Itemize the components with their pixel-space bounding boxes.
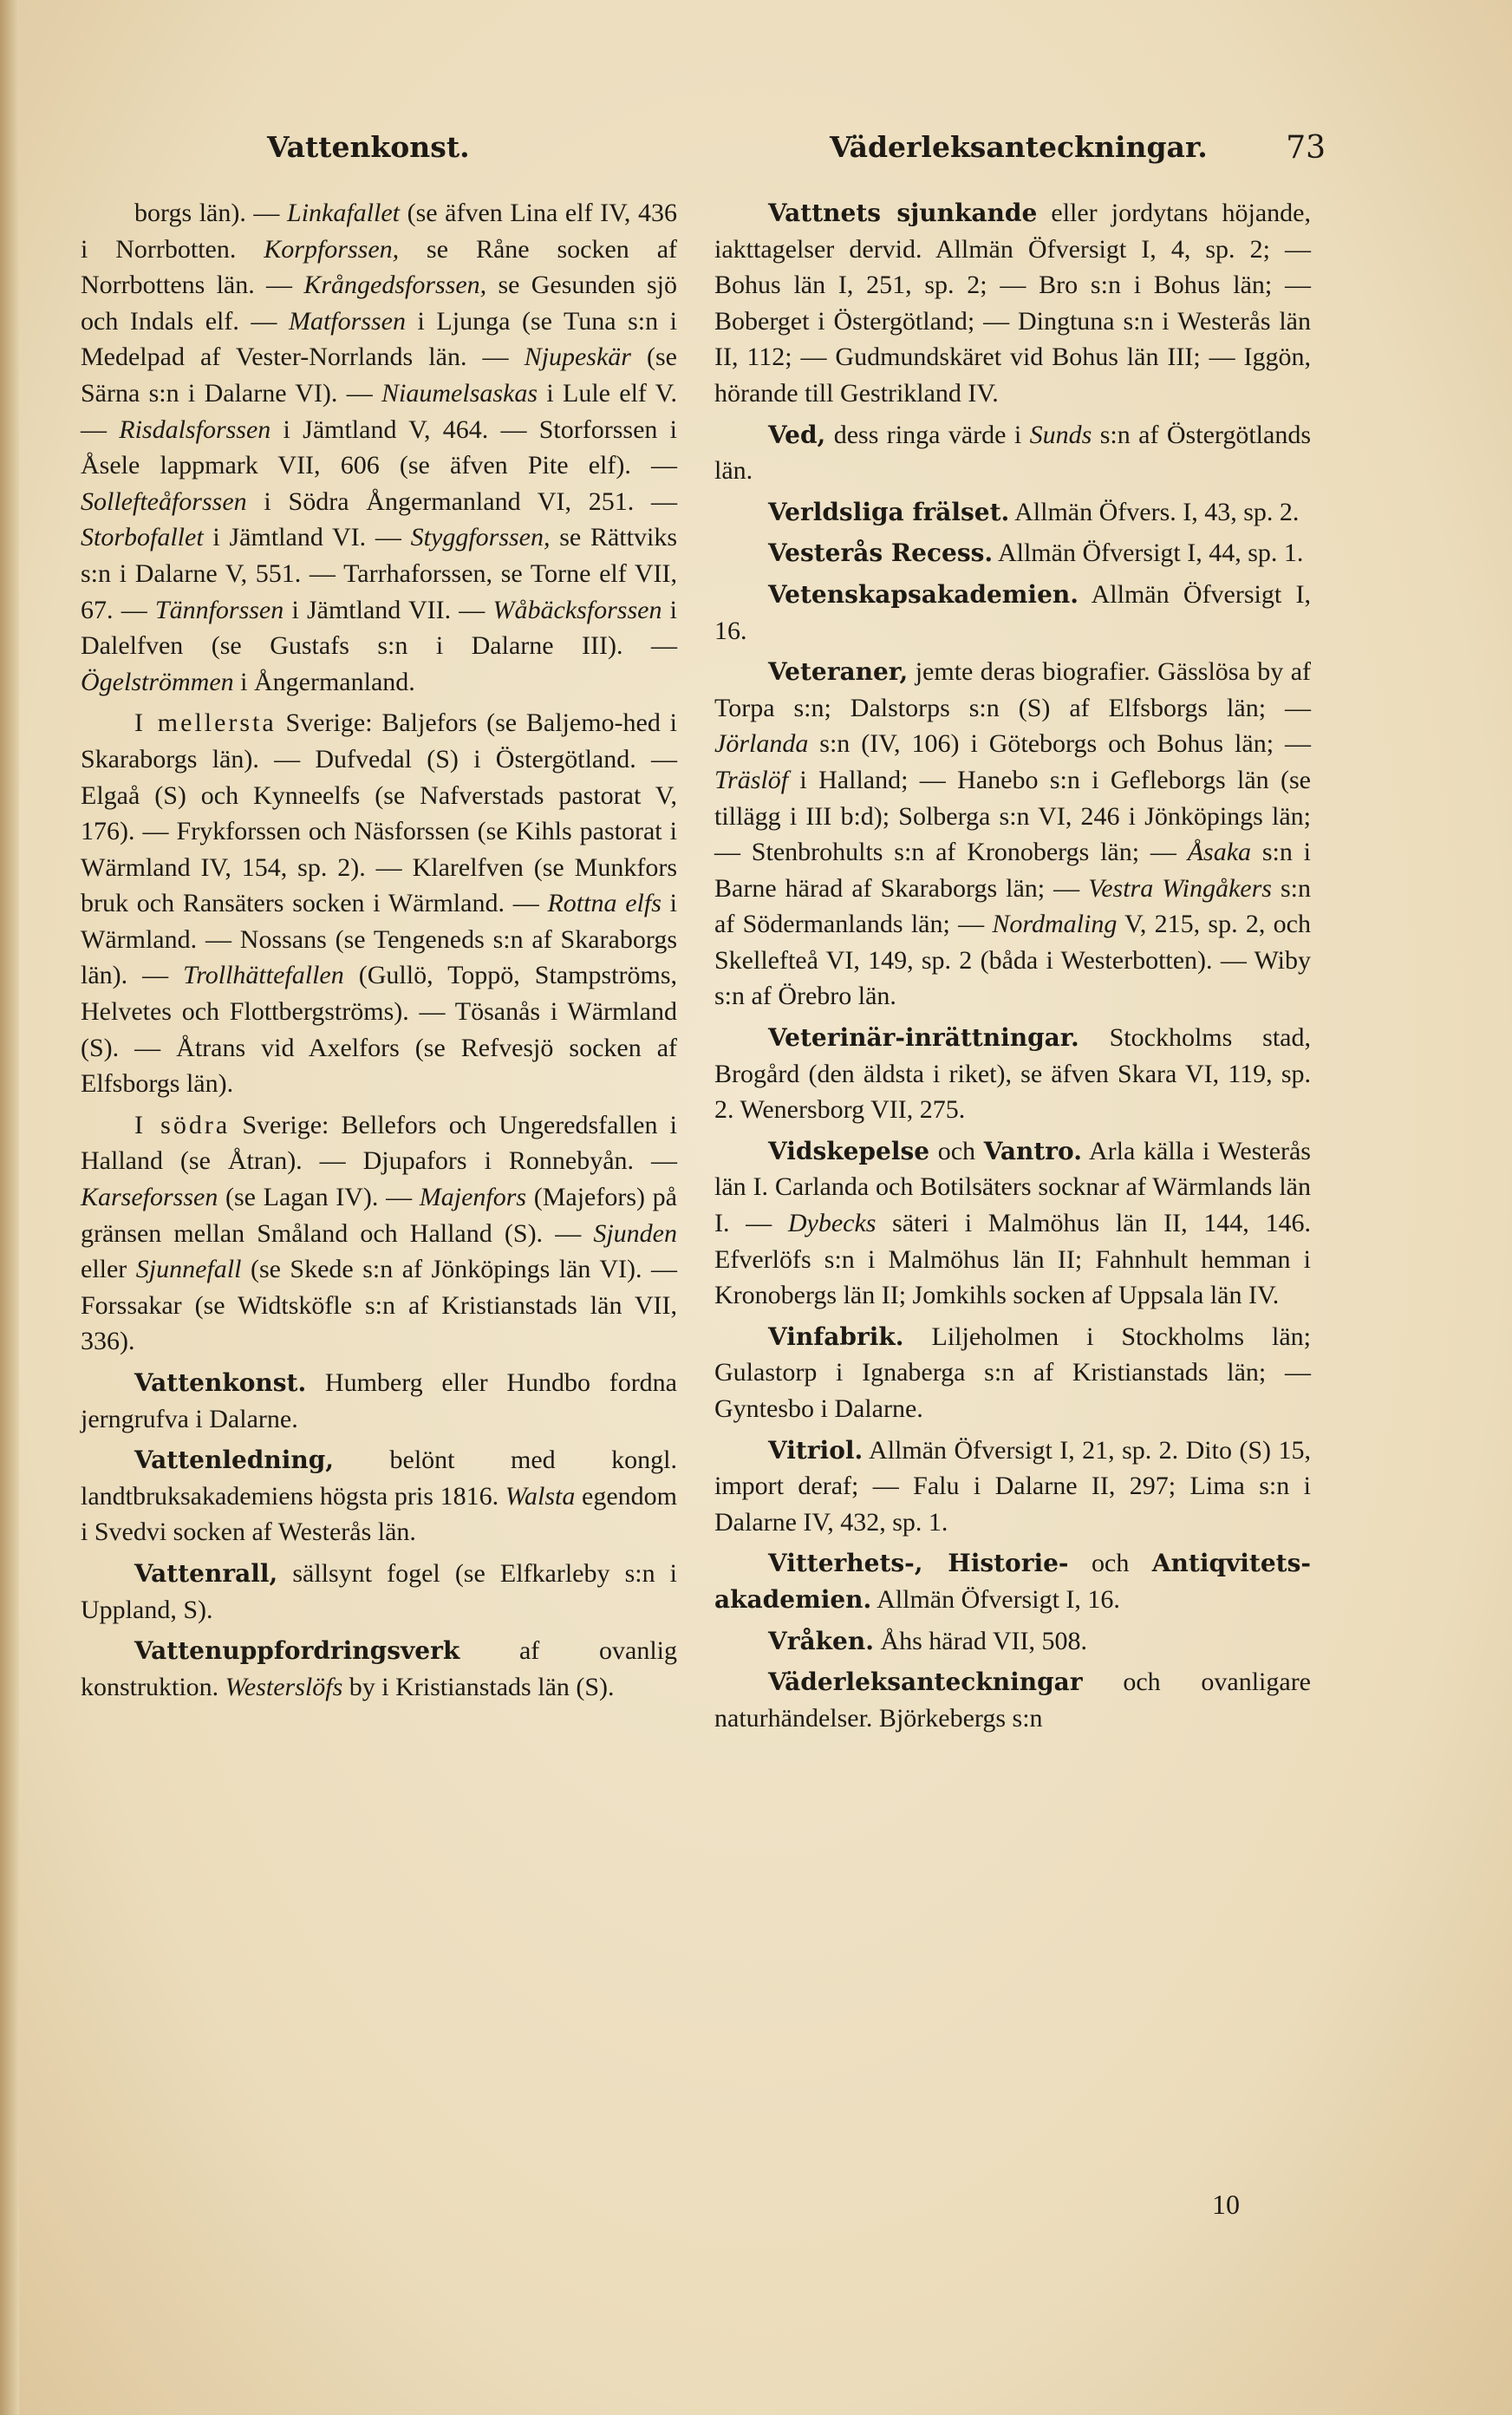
entry-headword: Vattenuppfordringsverk [134, 1636, 460, 1666]
entry-text: s:n af Södermanlands län; — [714, 873, 1311, 939]
entry-text: och [1068, 1549, 1152, 1578]
entry-paragraph [714, 654, 1311, 1015]
italic-place-name: Tännforssen [154, 595, 284, 624]
entry-text: i Jämtland VII. — [284, 595, 493, 624]
italic-place-name: Ögelströmmen [81, 667, 234, 696]
entry-paragraph [81, 1633, 677, 1705]
entry-text: (Majefors) på gränsen mellan Småland och Halland (S). — [81, 1183, 677, 1248]
italic-place-name: Risdalsforssen [119, 414, 271, 444]
italic-place-name: Sjunnefall [135, 1255, 242, 1284]
entry-headword: Väderleksanteckningar [768, 1668, 1083, 1697]
entry-text: (se Särna s:n i Dalarne VI). — [81, 343, 677, 408]
entry-text: (se Skede s:n af Jönköpings län VI). — Forssakar (se Widtsköfle s:n af Kristianstads län VII, 336). [81, 1255, 677, 1356]
entry-text: i Jämtland V, 464. — Storforssen i Åsele lappmark VII, 606 (se äfven Pite elf). — [81, 414, 677, 480]
entry-text: eller [81, 1255, 136, 1284]
entry-text: dess ringa värde i [825, 420, 1030, 449]
entry-paragraph [81, 195, 677, 700]
italic-place-name: Rottna elfs [547, 889, 662, 918]
italic-place-name: Trollhättefallen [183, 961, 344, 990]
printer-signature-mark: 10 [1212, 2189, 1240, 2220]
entry-headword: Vantro. [983, 1136, 1082, 1165]
entry-text: se Rättviks s:n i Dalarne V, 551. — Tarrhaforssen, se Torne elf VII, 67. — [81, 523, 677, 624]
entry-paragraph [81, 1107, 677, 1360]
entry-headword: Vinfabrik. [768, 1322, 904, 1351]
italic-place-name: Storbofallet [81, 523, 204, 552]
entry-paragraph [81, 705, 677, 1102]
entry-text: i Wärmland. — Nossans (se Tengeneds s:n af Skaraborgs län). — [81, 889, 677, 990]
italic-place-name: Korpforssen, [264, 234, 400, 264]
entry-text: Arla källa i Westerås län I. Carlanda och Botilsäters socknar af Wärmlands län I. — [714, 1136, 1311, 1238]
left-text-column [81, 195, 677, 1705]
italic-place-name: Walsta [505, 1481, 576, 1511]
entry-paragraph [714, 1020, 1311, 1128]
entry-text: belönt med kongl. landtbruksakademiens högsta pris 1816. [81, 1446, 677, 1511]
entry-paragraph [714, 1664, 1311, 1736]
entry-text: säteri i Malmöhus län II, 144, 146. Efverlöfs s:n i Malmöhus län II; Fahnhult hemman i Kronobergs län II; Jomkihls socken af Uppsala län IV. [714, 1209, 1311, 1310]
entry-text: s:n i Barne härad af Skaraborgs län; — [714, 838, 1311, 903]
entry-text: i Södra Ångermanland VI, 251. — [246, 486, 677, 516]
entry-text: i Dalelfven (se Gustafs s:n i Dalarne III). — [81, 595, 677, 661]
entry-paragraph [714, 417, 1311, 489]
entry-headword: Vesterås Recess. [768, 538, 994, 568]
entry-headword: Verldsliga frälset. [768, 497, 1010, 526]
entry-text: se Gesunden sjö och Indals elf. — [81, 271, 677, 336]
entry-text: och ovanligare naturhändelser. Björkebergs s:n [714, 1668, 1311, 1733]
right-text-column [714, 195, 1311, 1736]
entry-headword: Vitterhets-, Historie- [768, 1549, 1069, 1578]
entry-paragraph [714, 1433, 1311, 1541]
entry-paragraph [714, 494, 1311, 531]
entry-headword: Vattenledning, [134, 1446, 335, 1475]
italic-place-name: Krångedsforssen, [303, 271, 487, 300]
italic-place-name: Matforssen [288, 306, 406, 336]
entry-text: se Råne socken af Norrbottens län. — [81, 234, 677, 300]
entry-text: egendom i Svedvi socken af Westerås län. [81, 1481, 677, 1547]
italic-place-name: Wåbäcksforssen [492, 595, 662, 624]
entry-text: jemte deras biografier. Gässlösa by af Torpa s:n; Dalstorps s:n (S) af Elfsborgs län; — [714, 657, 1311, 722]
italic-place-name: Nordmaling [992, 910, 1118, 939]
entry-text: Allmän Öfversigt I, 16. [871, 1584, 1120, 1614]
entry-paragraph [714, 535, 1311, 571]
page-number: 73 [1286, 130, 1326, 166]
entry-paragraph [714, 1545, 1311, 1617]
italic-place-name: Sjunden [593, 1218, 677, 1248]
italic-place-name: Karseforssen [81, 1183, 218, 1212]
entry-headword: Veteraner, [768, 657, 909, 687]
italic-place-name: Sollefteåforssen [81, 486, 247, 516]
entry-text: i Ångermanland. [233, 667, 415, 696]
entry-text: s:n (IV, 106) i Göteborgs och Bohus län; — [808, 729, 1311, 759]
entry-paragraph [714, 1623, 1311, 1660]
entry-headword: Veterinär-inrättningar. [768, 1023, 1079, 1053]
entry-text: i Jämtland VI. — [203, 523, 411, 552]
entry-headword: Vidskepelse [768, 1136, 930, 1165]
entry-text: (Gullö, Toppö, Stampströms, Helvetes och Flottbergströms). — Tösanås i Wärmland (S). — Åtrans vid Axelfors (se Refvesjö socken af Elfsborgs län). [81, 961, 677, 1099]
entry-text: Sverige: Baljefors (se Baljemo-hed i Skaraborgs län). — Dufvedal (S) i Östergötland. — Elgaå (S) och Kynneelfs (se Nafverstads pastorat V, 176). — Frykforssen och Näsforssen (se Kihls pastorat i Wärmland IV, 154, sp. 2). — Klarelfven (se Munkfors bruk och Ransäters socken i Wärmland. — [81, 708, 677, 918]
entry-text: sällsynt fogel (se Elfkarleby s:n i Uppland, S). [81, 1558, 677, 1624]
italic-place-name: Jörlanda [714, 729, 809, 759]
entry-headword: Vråken. [768, 1626, 874, 1655]
entry-text: Allmän Öfversigt I, 21, sp. 2. Dito (S) 15, import deraf; — Falu i Dalarne II, 297; Lima s:n i Dalarne IV, 432, sp. 1. [714, 1435, 1311, 1537]
entry-text: Humberg eller Hundbo fordna jerngrufva i Dalarne. [81, 1368, 677, 1433]
entry-headword: Vattenrall, [134, 1558, 278, 1588]
entry-headword: Ved, [768, 420, 826, 449]
entry-text: I mellersta [134, 708, 277, 738]
italic-place-name: Njupeskär [524, 343, 631, 372]
italic-place-name: Vestra Wingåkers [1088, 873, 1272, 903]
entry-headword: Vitriol. [768, 1435, 864, 1465]
italic-place-name: Niaumelsaskas [381, 378, 538, 408]
italic-place-name: Styggforssen, [410, 523, 551, 552]
entry-text: V, 215, sp. 2, och Skellefteå VI, 149, sp. 2 (båda i Westerbotten). — Wiby s:n af Örebro län. [714, 910, 1311, 1011]
entry-text: Stockholms stad, Brogård (den äldsta i riket), se äfven Skara VI, 119, sp. 2. Wenersborg VII, 275. [714, 1023, 1311, 1125]
italic-place-name: Sunds [1029, 420, 1092, 449]
book-spine-shadow [0, 0, 19, 2415]
entry-paragraph [714, 577, 1311, 649]
header-right-title: Väderleksanteckningar. [830, 130, 1208, 164]
entry-text: (se Lagan IV). — [218, 1183, 420, 1212]
running-header [78, 130, 1326, 182]
italic-place-name: Dybecks [787, 1209, 877, 1238]
entry-paragraph [714, 1319, 1311, 1427]
entry-headword: Vattnets sjunkande [768, 199, 1038, 227]
italic-place-name: Westerslöfs [225, 1672, 343, 1701]
italic-place-name: Majenfors [419, 1183, 527, 1212]
entry-headword: Vattenkonst. [134, 1368, 307, 1397]
italic-place-name: Åsaka [1187, 838, 1252, 867]
entry-text: i Ljunga (se Tuna s:n i Medelpad af Vester-Norrlands län. — [81, 306, 677, 372]
entry-text: Sverige: Bellefors och Ungeredsfallen i Halland (se Åtran). — Djupafors i Ronnebyån. — [81, 1110, 677, 1176]
entry-paragraph [714, 195, 1311, 412]
header-left-title: Vattenkonst. [267, 130, 470, 164]
entry-headword: Vetenskapsakademien. [768, 579, 1079, 609]
italic-place-name: Linkafallet [287, 199, 401, 227]
entry-text: s:n af Östergötlands län. [714, 420, 1311, 486]
entry-text: i Lule elf V. — [81, 378, 677, 444]
entry-text: eller jordytans höjande, iakttagelser dervid. Allmän Öfversigt I, 4, sp. 2; — Bohus län I, 251, sp. 2; — Bro s:n i Bohus län; — Boberget i Östergötland; — Dingtuna s:n i Westerås län II, 112; — Gudmundskäret vid Bohus län III; — Iggön, hörande till Gestrikland IV. [714, 199, 1311, 408]
entry-paragraph [81, 1442, 677, 1550]
entry-text: I södra [134, 1110, 231, 1139]
entry-text: by i Kristianstads län (S). [342, 1672, 615, 1701]
entry-text: Allmän Öfvers. I, 43, sp. 2. [1009, 497, 1300, 526]
entry-text: Liljeholmen i Stockholms län; Gulastorp i Ignaberga s:n af Kristianstads län; — Gyntesbo i Dalarne. [714, 1322, 1311, 1423]
entry-text: (se äfven Lina elf IV, 436 i Norrbotten. [81, 199, 678, 264]
italic-place-name: Träslöf [714, 765, 789, 794]
entry-text: Allmän Öfversigt I, 16. [714, 579, 1311, 645]
entry-paragraph [81, 1556, 677, 1628]
entry-text: Allmän Öfversigt I, 44, sp. 1. [993, 538, 1304, 568]
entry-text: borgs län). — [134, 199, 288, 227]
entry-paragraph [714, 1133, 1311, 1314]
entry-text: och [929, 1136, 984, 1165]
entry-text: Åhs härad VII, 508. [873, 1626, 1088, 1655]
entry-text: af ovanlig konstruktion. [81, 1636, 677, 1701]
entry-headword: Antiqvitets-akademien. [714, 1549, 1311, 1614]
entry-text: i Halland; — Hanebo s:n i Gefleborgs län (se tillägg i III b:d); Solberga s:n VI, 246 i Jönköpings län; — Stenbrohults s:n af Kronobergs län; — [714, 765, 1311, 867]
entry-paragraph [81, 1365, 677, 1437]
